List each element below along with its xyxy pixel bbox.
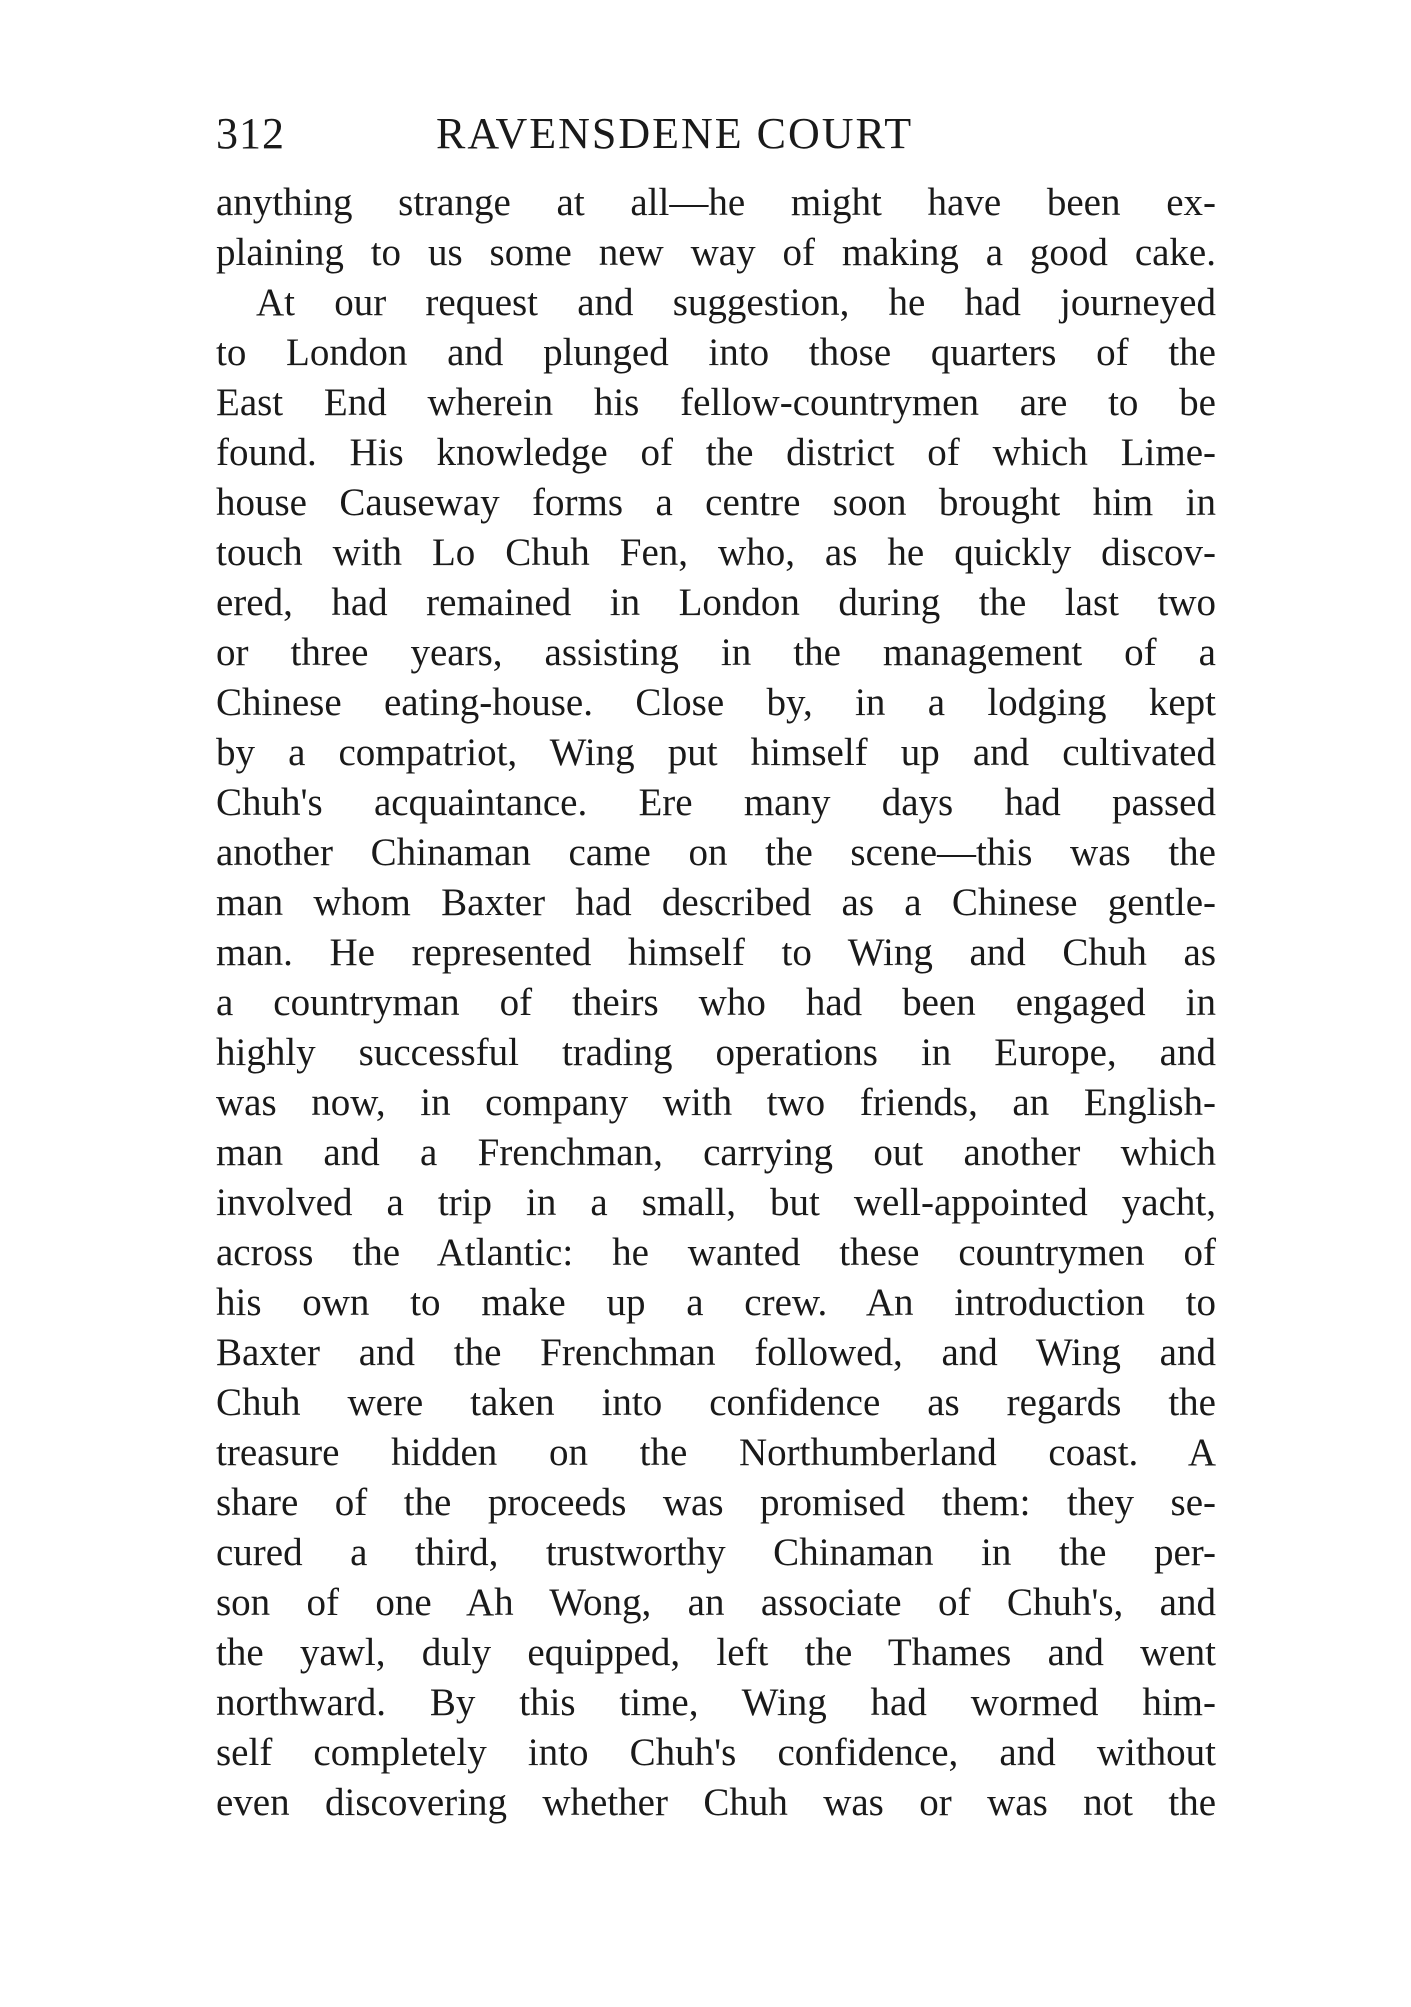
paragraph-start-line: At our request and suggestion, he had journeyed xyxy=(256,281,1216,324)
text-line: self completely into Chuh's confidence, and without xyxy=(216,1731,1216,1774)
text-line: even discovering whether Chuh was or was not the xyxy=(216,1781,1216,1824)
text-line: to London and plunged into those quarters of the xyxy=(216,331,1216,374)
text-line: treasure hidden on the Northumberland coast. A xyxy=(216,1431,1216,1474)
text-line: involved a trip in a small, but well-appointed yacht, xyxy=(216,1181,1216,1224)
text-line: plaining to us some new way of making a good cake. xyxy=(216,231,1216,274)
text-line: man and a Frenchman, carrying out another which xyxy=(216,1131,1216,1174)
text-line: Baxter and the Frenchman followed, and Wing and xyxy=(216,1331,1216,1374)
text-line: East End wherein his fellow-countrymen are to be xyxy=(216,381,1216,424)
page-number: 312 xyxy=(216,109,285,158)
text-line: the yawl, duly equipped, left the Thames and went xyxy=(216,1631,1216,1674)
page-header xyxy=(216,108,1176,168)
text-line: cured a third, trustworthy Chinaman in the per- xyxy=(216,1531,1216,1574)
text-line: touch with Lo Chuh Fen, who, as he quickly discov- xyxy=(216,531,1216,574)
text-line: Chinese eating-house. Close by, in a lodging kept xyxy=(216,681,1216,724)
text-line: anything strange at all—he might have been ex- xyxy=(216,181,1216,224)
text-line: share of the proceeds was promised them: they se- xyxy=(216,1481,1216,1524)
text-line: ered, had remained in London during the last two xyxy=(216,581,1216,624)
text-line: found. His knowledge of the district of which Lime- xyxy=(216,431,1216,474)
text-line: across the Atlantic: he wanted these countrymen of xyxy=(216,1231,1216,1274)
text-line: northward. By this time, Wing had wormed him- xyxy=(216,1681,1216,1724)
text-line: Chuh were taken into confidence as regards the xyxy=(216,1381,1216,1424)
running-title: RAVENSDENE COURT xyxy=(436,109,914,158)
text-line: or three years, assisting in the management of a xyxy=(216,631,1216,674)
text-line: a countryman of theirs who had been engaged in xyxy=(216,981,1216,1024)
text-line: man. He represented himself to Wing and Chuh as xyxy=(216,931,1216,974)
text-line: Chuh's acquaintance. Ere many days had passed xyxy=(216,781,1216,824)
text-line: highly successful trading operations in Europe, and xyxy=(216,1031,1216,1074)
text-line: was now, in company with two friends, an English- xyxy=(216,1081,1216,1124)
text-line: man whom Baxter had described as a Chinese gentle- xyxy=(216,881,1216,924)
text-line: son of one Ah Wong, an associate of Chuh's, and xyxy=(216,1581,1216,1624)
text-line: another Chinaman came on the scene—this was the xyxy=(216,831,1216,874)
text-line: house Causeway forms a centre soon brought him in xyxy=(216,481,1216,524)
text-line: by a compatriot, Wing put himself up and cultivated xyxy=(216,731,1216,774)
body-text xyxy=(216,178,1216,1828)
text-line: his own to make up a crew. An introduction to xyxy=(216,1281,1216,1324)
